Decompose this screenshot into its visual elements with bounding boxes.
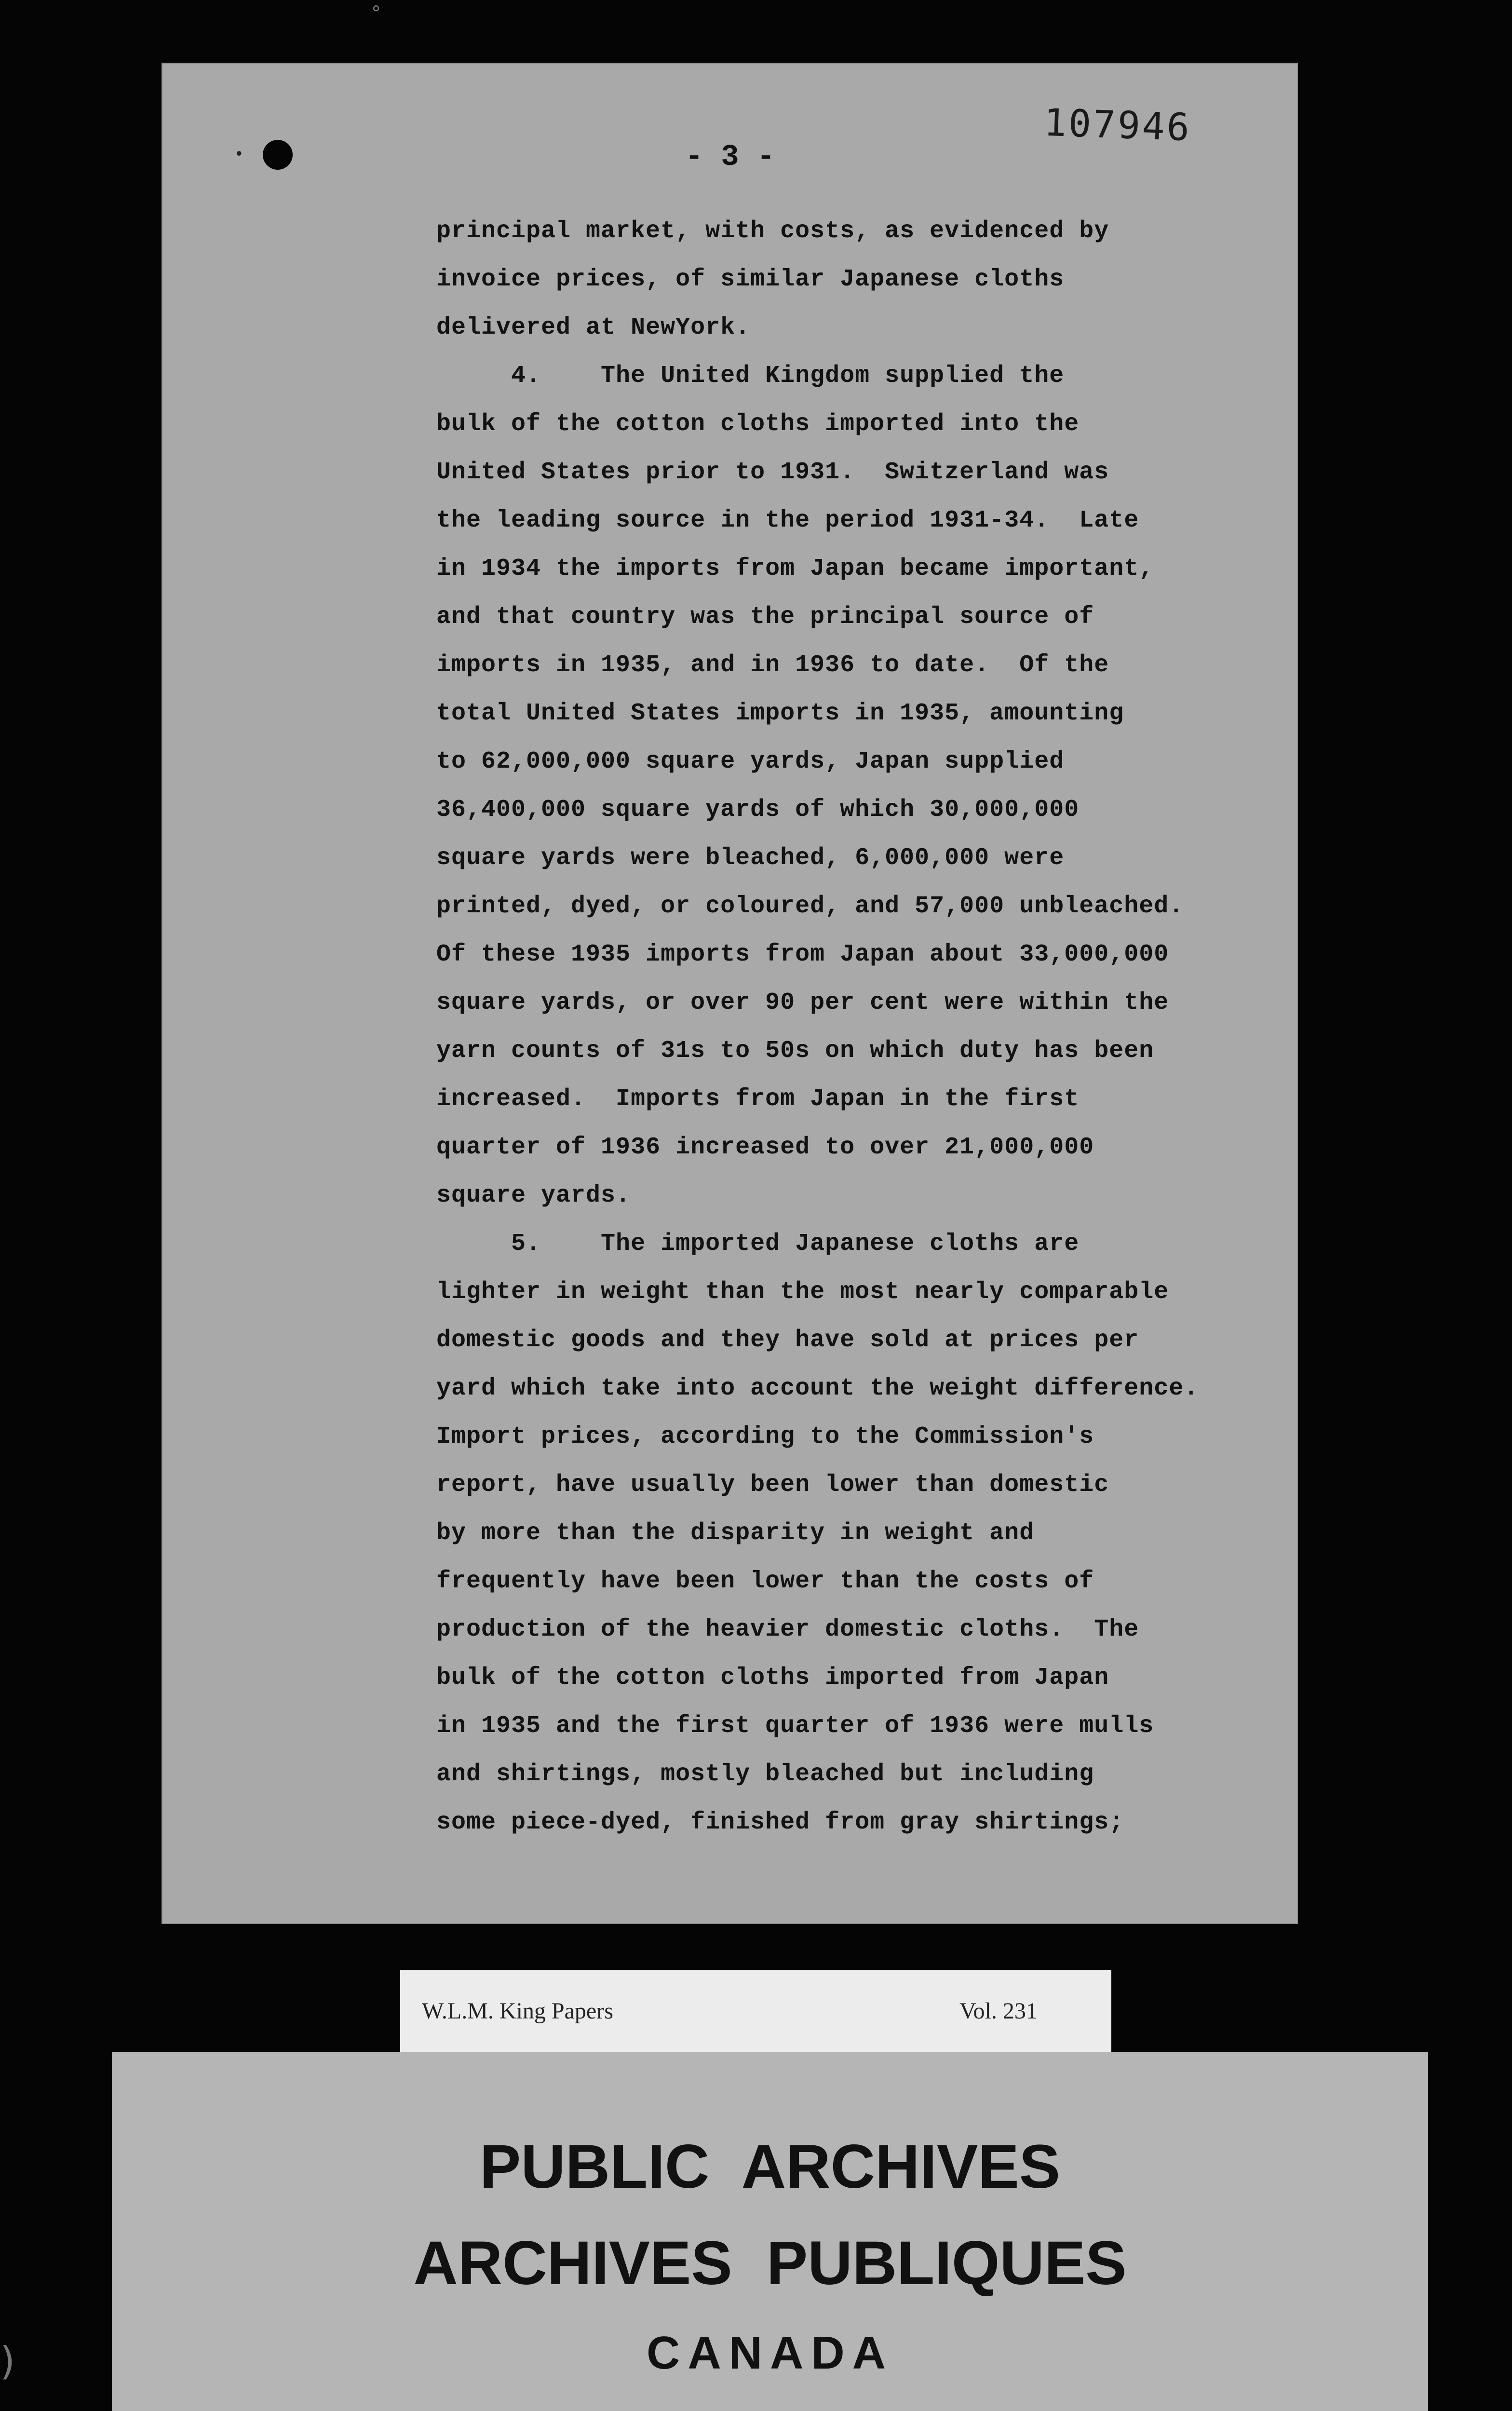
text-line: domestic goods and they have sold at prices per [436,1327,1139,1354]
text-line: increased. Imports from Japan in the first [436,1085,1080,1113]
punch-mark-icon: • [234,145,244,164]
text-line: by more than the disparity in weight and [436,1519,1035,1547]
film-edge-mark: ) [0,2339,15,2384]
text-line: lighter in weight than the most nearly comparable [436,1278,1169,1306]
archive-label-strip [400,1970,1111,2054]
text-line: Import prices, according to the Commission's [436,1423,1094,1450]
archive-title-english: PUBLIC ARCHIVES [479,2132,1061,2201]
text-line: United States prior to 1931. Switzerland was [436,459,1109,486]
text-line: the leading source in the period 1931-34. Late [436,507,1139,534]
typed-document-page [162,63,1298,1924]
text-line: production of the heavier domestic cloths. The [436,1616,1139,1643]
text-line: total United States imports in 1935, amounting [436,700,1124,727]
archive-title-french: ARCHIVES PUBLIQUES [413,2229,1127,2298]
text-line: report, have usually been lower than domestic [436,1471,1109,1499]
text-line: square yards, or over 90 per cent were within the [436,989,1169,1016]
text-line: in 1935 and the first quarter of 1936 were mulls [436,1712,1154,1740]
text-line: to 62,000,000 square yards, Japan supplied [436,748,1065,775]
text-line: delivered at NewYork. [436,314,751,341]
text-line: frequently have been lower than the costs of [436,1568,1094,1595]
text-line: square yards were bleached, 6,000,000 were [436,844,1065,872]
page-number: - 3 - [685,140,775,174]
text-line: imports in 1935, and in 1936 to date. Of the [436,651,1109,679]
archive-country: CANADA [647,2327,893,2379]
text-line: yarn counts of 31s to 50s on which duty has been [436,1037,1154,1065]
text-line: bulk of the cotton cloths imported into the [436,410,1080,438]
text-line: and shirtings, mostly bleached but including [436,1761,1094,1788]
text-line: quarter of 1936 increased to over 21,000,000 [436,1134,1094,1161]
text-line: 4. The United Kingdom supplied the [436,362,1065,390]
collection-name-label: W.L.M. King Papers [422,1998,613,2024]
public-archives-card [112,2052,1428,2411]
text-line: Of these 1935 imports from Japan about 33,000,000 [436,941,1169,968]
text-line: in 1934 the imports from Japan became important, [436,555,1154,582]
text-line: 5. The imported Japanese cloths are [436,1230,1080,1258]
stamped-document-number: 107946 [1043,101,1192,150]
text-line: bulk of the cotton cloths imported from Japan [436,1664,1109,1692]
text-line: principal market, with costs, as evidenced by [436,217,1109,245]
text-line: printed, dyed, or coloured, and 57,000 unbleached. [436,893,1184,920]
volume-label: Vol. 231 [959,1998,1038,2024]
document-body-text [436,207,1285,1847]
text-line: some piece-dyed, finished from gray shirtings; [436,1809,1124,1836]
text-line: invoice prices, of similar Japanese cloths [436,266,1065,293]
text-line: square yards. [436,1182,631,1209]
scan-speck-mark: ° [371,2,381,25]
text-line: 36,400,000 square yards of which 30,000,000 [436,796,1080,824]
text-line: yard which take into account the weight difference. [436,1375,1199,1402]
text-line: and that country was the principal source of [436,603,1094,631]
punch-hole-icon [263,140,293,170]
